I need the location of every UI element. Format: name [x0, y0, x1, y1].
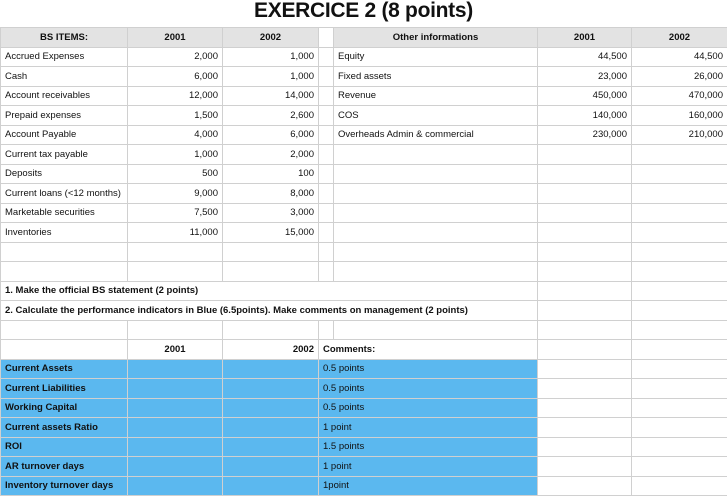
- spacer-cell[interactable]: [319, 223, 334, 243]
- empty-cell[interactable]: [538, 223, 632, 243]
- empty-row: [1, 262, 727, 282]
- empty-cell[interactable]: [538, 184, 632, 204]
- bs-value-cell[interactable]: 1,500: [128, 106, 223, 126]
- other-value-cell[interactable]: 470,000: [632, 86, 727, 106]
- bs-value-cell[interactable]: 1,000: [223, 47, 319, 67]
- empty-cell[interactable]: [538, 398, 632, 418]
- indicator-year1-header[interactable]: 2001: [128, 340, 223, 360]
- table-row: [1, 184, 727, 204]
- spacer-cell[interactable]: [319, 67, 334, 87]
- bs-label-cell[interactable]: Marketable securities: [1, 203, 128, 223]
- other-value-cell[interactable]: 44,500: [538, 47, 632, 67]
- table-row: [1, 67, 727, 87]
- spacer-cell[interactable]: [319, 145, 334, 165]
- indicator-value-cell[interactable]: [223, 418, 319, 438]
- table-row: [1, 223, 727, 243]
- empty-cell[interactable]: [538, 203, 632, 223]
- empty-cell[interactable]: [632, 320, 727, 340]
- empty-cell[interactable]: [334, 203, 538, 223]
- indicator-row: [1, 437, 727, 457]
- other-label-cell[interactable]: COS: [334, 106, 538, 126]
- other-label-cell[interactable]: Fixed assets: [334, 67, 538, 87]
- question-row: [1, 301, 727, 321]
- other-label-cell[interactable]: Overheads Admin & commercial: [334, 125, 538, 145]
- indicator-comment[interactable]: 0.5 points: [319, 359, 538, 379]
- indicator-label[interactable]: ROI: [1, 437, 128, 457]
- spacer-cell[interactable]: [319, 242, 334, 262]
- indicator-value-cell[interactable]: [128, 379, 223, 399]
- bs-value-cell[interactable]: 6,000: [223, 125, 319, 145]
- indicator-year2-header[interactable]: 2002: [223, 340, 319, 360]
- question-1[interactable]: 1. Make the official BS statement (2 points): [1, 281, 538, 301]
- empty-cell[interactable]: [538, 457, 632, 477]
- empty-cell[interactable]: [1, 242, 128, 262]
- empty-cell[interactable]: [632, 145, 727, 165]
- empty-cell[interactable]: [632, 340, 727, 360]
- other-year1-header[interactable]: 2001: [538, 28, 632, 48]
- empty-cell[interactable]: [223, 320, 319, 340]
- indicator-label[interactable]: Current assets Ratio: [1, 418, 128, 438]
- spacer-cell[interactable]: [319, 320, 334, 340]
- spacer-cell[interactable]: [319, 125, 334, 145]
- empty-cell[interactable]: [223, 242, 319, 262]
- bs-value-cell[interactable]: 9,000: [128, 184, 223, 204]
- bs-value-cell[interactable]: 100: [223, 164, 319, 184]
- empty-cell[interactable]: [538, 242, 632, 262]
- empty-cell[interactable]: [538, 437, 632, 457]
- table-row: [1, 106, 727, 126]
- empty-cell[interactable]: [128, 320, 223, 340]
- indicator-label[interactable]: AR turnover days: [1, 457, 128, 477]
- bs-value-cell[interactable]: 14,000: [223, 86, 319, 106]
- other-value-cell[interactable]: 230,000: [538, 125, 632, 145]
- empty-cell[interactable]: [1, 320, 128, 340]
- bs-value-cell[interactable]: 12,000: [128, 86, 223, 106]
- indicator-value-cell[interactable]: [223, 398, 319, 418]
- other-info-header[interactable]: Other informations: [334, 28, 538, 48]
- header-row: [1, 28, 727, 48]
- empty-cell[interactable]: [334, 164, 538, 184]
- other-value-cell[interactable]: 23,000: [538, 67, 632, 87]
- empty-cell[interactable]: [632, 398, 727, 418]
- bs-label-cell[interactable]: Cash: [1, 67, 128, 87]
- empty-cell[interactable]: [632, 437, 727, 457]
- indicator-row: [1, 457, 727, 477]
- indicator-value-cell[interactable]: [128, 359, 223, 379]
- comments-header[interactable]: Comments:: [319, 340, 538, 360]
- indicator-comment[interactable]: 1 point: [319, 457, 538, 477]
- empty-cell[interactable]: [538, 320, 632, 340]
- bs-label-cell[interactable]: Prepaid expenses: [1, 106, 128, 126]
- spacer-cell[interactable]: [319, 203, 334, 223]
- bs-value-cell[interactable]: 500: [128, 164, 223, 184]
- spacer-cell[interactable]: [319, 28, 334, 48]
- empty-cell[interactable]: [632, 262, 727, 282]
- indicator-row: [1, 418, 727, 438]
- other-label-cell[interactable]: Equity: [334, 47, 538, 67]
- empty-cell[interactable]: [223, 262, 319, 282]
- empty-cell[interactable]: [632, 223, 727, 243]
- indicator-row: [1, 379, 727, 399]
- empty-cell[interactable]: [538, 359, 632, 379]
- table-row: [1, 47, 727, 67]
- indicator-value-cell[interactable]: [223, 359, 319, 379]
- empty-cell[interactable]: [334, 223, 538, 243]
- indicator-comment[interactable]: 1point: [319, 476, 538, 496]
- bs-label-cell[interactable]: Deposits: [1, 164, 128, 184]
- indicator-value-cell[interactable]: [223, 457, 319, 477]
- bs-value-cell[interactable]: 3,000: [223, 203, 319, 223]
- empty-cell[interactable]: [538, 476, 632, 496]
- indicator-label[interactable]: Current Assets: [1, 359, 128, 379]
- empty-cell[interactable]: [538, 262, 632, 282]
- empty-cell[interactable]: [632, 379, 727, 399]
- spacer-cell[interactable]: [319, 86, 334, 106]
- empty-cell[interactable]: [538, 301, 632, 321]
- empty-cell[interactable]: [334, 145, 538, 165]
- other-value-cell[interactable]: 450,000: [538, 86, 632, 106]
- empty-cell[interactable]: [632, 457, 727, 477]
- empty-cell[interactable]: [632, 184, 727, 204]
- spacer-cell[interactable]: [319, 47, 334, 67]
- empty-cell[interactable]: [632, 164, 727, 184]
- other-value-cell[interactable]: 210,000: [632, 125, 727, 145]
- empty-cell[interactable]: [632, 242, 727, 262]
- empty-cell[interactable]: [538, 164, 632, 184]
- empty-cell[interactable]: [632, 476, 727, 496]
- other-value-cell[interactable]: 140,000: [538, 106, 632, 126]
- empty-cell[interactable]: [1, 340, 128, 360]
- empty-cell[interactable]: [334, 184, 538, 204]
- indicator-row: [1, 359, 727, 379]
- table-row: [1, 86, 727, 106]
- bs-value-cell[interactable]: 7,500: [128, 203, 223, 223]
- indicator-label[interactable]: Inventory turnover days: [1, 476, 128, 496]
- bs-value-cell[interactable]: 8,000: [223, 184, 319, 204]
- bs-label-cell[interactable]: Current loans (<12 months): [1, 184, 128, 204]
- spacer-cell[interactable]: [319, 106, 334, 126]
- indicator-value-cell[interactable]: [128, 437, 223, 457]
- indicator-label[interactable]: Current Liabilities: [1, 379, 128, 399]
- bs-items-header[interactable]: BS ITEMS:: [1, 28, 128, 48]
- bs-label-cell[interactable]: Account receivables: [1, 86, 128, 106]
- indicators-header-row: [1, 340, 727, 360]
- bs-value-cell[interactable]: 2,000: [128, 47, 223, 67]
- bs-value-cell[interactable]: 4,000: [128, 125, 223, 145]
- indicator-value-cell[interactable]: [223, 437, 319, 457]
- empty-cell[interactable]: [538, 379, 632, 399]
- empty-cell[interactable]: [1, 262, 128, 282]
- table-row: [1, 125, 727, 145]
- empty-cell[interactable]: [334, 262, 538, 282]
- indicator-value-cell[interactable]: [128, 398, 223, 418]
- empty-cell[interactable]: [128, 262, 223, 282]
- other-year2-header[interactable]: 2002: [632, 28, 727, 48]
- empty-cell[interactable]: [632, 281, 727, 301]
- other-value-cell[interactable]: 160,000: [632, 106, 727, 126]
- indicator-value-cell[interactable]: [223, 379, 319, 399]
- empty-cell[interactable]: [632, 301, 727, 321]
- bs-value-cell[interactable]: 1,000: [128, 145, 223, 165]
- empty-cell[interactable]: [538, 340, 632, 360]
- spacer-cell[interactable]: [319, 262, 334, 282]
- other-value-cell[interactable]: 26,000: [632, 67, 727, 87]
- page-title: EXERCICE 2 (8 points): [0, 0, 727, 27]
- table-row: [1, 203, 727, 223]
- table-row: [1, 145, 727, 165]
- empty-cell[interactable]: [538, 145, 632, 165]
- indicator-row: [1, 476, 727, 496]
- empty-cell[interactable]: [538, 281, 632, 301]
- bs-value-cell[interactable]: 1,000: [223, 67, 319, 87]
- empty-cell[interactable]: [334, 320, 538, 340]
- bs-value-cell[interactable]: 6,000: [128, 67, 223, 87]
- empty-cell[interactable]: [538, 418, 632, 438]
- indicator-value-cell[interactable]: [128, 457, 223, 477]
- spacer-cell[interactable]: [319, 164, 334, 184]
- empty-cell[interactable]: [334, 242, 538, 262]
- empty-row: [1, 242, 727, 262]
- other-label-cell[interactable]: Revenue: [334, 86, 538, 106]
- indicator-value-cell[interactable]: [128, 476, 223, 496]
- bs-value-cell[interactable]: 15,000: [223, 223, 319, 243]
- spacer-cell[interactable]: [319, 184, 334, 204]
- bs-label-cell[interactable]: Current tax payable: [1, 145, 128, 165]
- question-2[interactable]: 2. Calculate the performance indicators in Blue (6.5points). Make comments on management (2 points): [1, 301, 538, 321]
- indicator-value-cell[interactable]: [128, 418, 223, 438]
- indicator-comment[interactable]: 0.5 points: [319, 398, 538, 418]
- bs-label-cell[interactable]: Inventories: [1, 223, 128, 243]
- bs-value-cell[interactable]: 2,600: [223, 106, 319, 126]
- table-row: [1, 164, 727, 184]
- bs-value-cell[interactable]: 11,000: [128, 223, 223, 243]
- indicator-value-cell[interactable]: [223, 476, 319, 496]
- empty-cell[interactable]: [632, 418, 727, 438]
- empty-cell[interactable]: [128, 242, 223, 262]
- indicator-comment[interactable]: 1.5 points: [319, 437, 538, 457]
- indicator-label[interactable]: Working Capital: [1, 398, 128, 418]
- empty-cell[interactable]: [632, 203, 727, 223]
- spreadsheet: [0, 27, 727, 496]
- empty-row: [1, 320, 727, 340]
- indicator-comment[interactable]: 0.5 points: [319, 379, 538, 399]
- bs-year2-header[interactable]: 2002: [223, 28, 319, 48]
- question-row: [1, 281, 727, 301]
- indicator-comment[interactable]: 1 point: [319, 418, 538, 438]
- bs-label-cell[interactable]: Account Payable: [1, 125, 128, 145]
- bs-year1-header[interactable]: 2001: [128, 28, 223, 48]
- bs-value-cell[interactable]: 2,000: [223, 145, 319, 165]
- empty-cell[interactable]: [632, 359, 727, 379]
- bs-label-cell[interactable]: Accrued Expenses: [1, 47, 128, 67]
- other-value-cell[interactable]: 44,500: [632, 47, 727, 67]
- indicator-row: [1, 398, 727, 418]
